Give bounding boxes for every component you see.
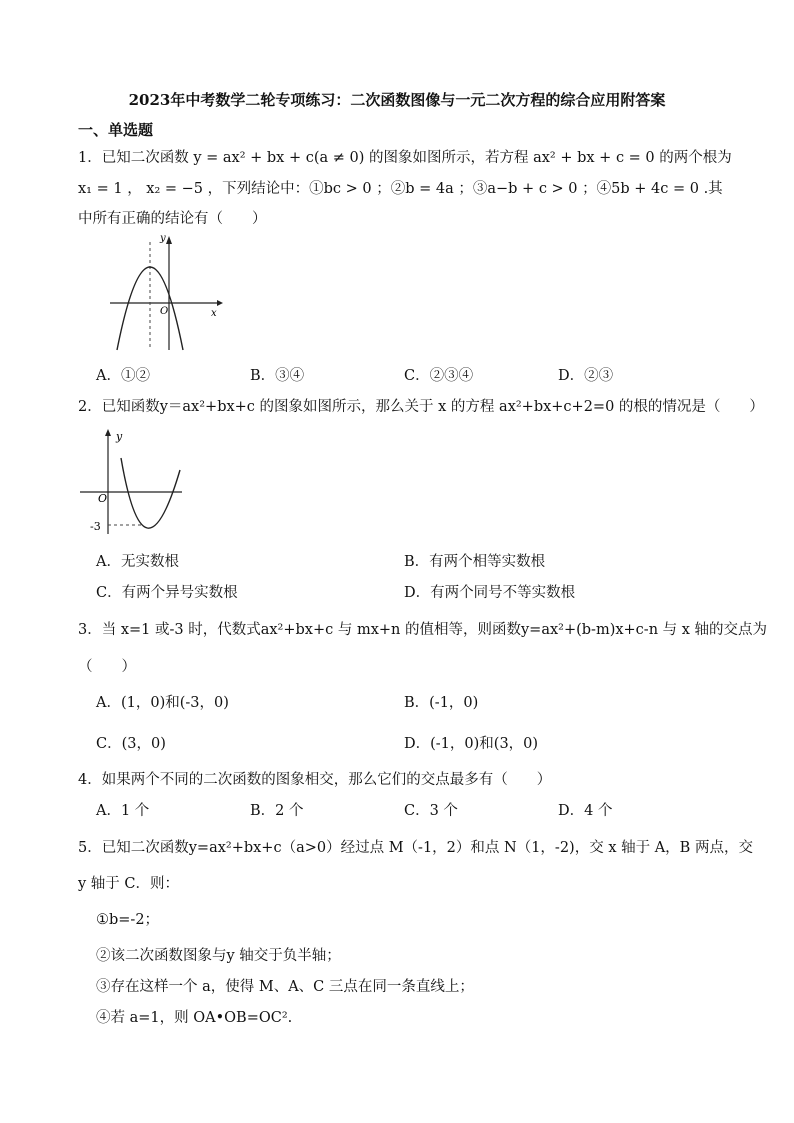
q1-stem-line-3: 中所有正确的结论有（ ） — [78, 211, 267, 227]
q2-min-label: -3 — [90, 520, 101, 533]
q2-option-d[interactable]: D．有两个同号不等实数根 — [404, 585, 576, 601]
q3-stem-line-1: 3．当 x=1 或-3 时，代数式ax²+bx+c 与 mx+n 的值相等，则函数y=ax²+(b-m)x+c-n 与 x 轴的交点为 — [78, 622, 768, 638]
q1-x-arrow — [217, 300, 223, 306]
q4-option-c[interactable]: C．3 个 — [404, 803, 458, 819]
q4-option-d[interactable]: D．4 个 — [558, 803, 613, 819]
q3-option-d[interactable]: D．(-1，0)和(3，0) — [404, 736, 539, 752]
q3-option-a[interactable]: A．(1，0)和(-3，0) — [96, 695, 229, 711]
q2-parabola-curve — [121, 458, 180, 528]
q4-stem-line-1: 4．如果两个不同的二次函数的图象相交，那么它们的交点最多有（ ） — [78, 772, 552, 788]
q1-stem-line-1: 1．已知二次函数 y = ax² + bx + c(a ≠ 0) 的图象如图所示，若方程 ax² + bx + c = 0 的两个根为 — [78, 150, 732, 166]
q2-option-a[interactable]: A．无实数根 — [96, 554, 179, 570]
q1-parabola-graph — [105, 232, 235, 354]
q2-parabola-graph — [78, 426, 188, 538]
q5-stem-line-2: y 轴于 C．则： — [78, 876, 180, 892]
q1-option-d[interactable]: D．②③ — [558, 368, 614, 384]
q2-y-label: y — [116, 430, 123, 443]
document-title: 2023年中考数学二轮专项练习：二次函数图像与一元二次方程的综合应用附答案 — [128, 91, 666, 109]
q5-stem-line-1: 5．已知二次函数y=ax²+bx+c（a>0）经过点 M（-1，2）和点 N（1，-2)，交 x 轴于 A，B 两点，交 — [78, 840, 753, 856]
section-heading: 一、单选题 — [78, 121, 154, 139]
q1-y-label: y — [160, 233, 166, 244]
q1-y-arrow — [166, 236, 172, 244]
q3-option-c[interactable]: C．(3，0) — [96, 736, 166, 752]
q2-option-c[interactable]: C．有两个异号实数根 — [96, 585, 238, 601]
q5-item-4: ④若 a=1，则 OA•OB=OC². — [96, 1010, 293, 1026]
q1-x-label: x — [211, 308, 217, 319]
q2-option-b[interactable]: B．有两个相等实数根 — [404, 554, 546, 570]
q4-option-a[interactable]: A．1 个 — [96, 803, 150, 819]
q2-y-arrow — [105, 429, 111, 436]
q1-stem-line-2: x₁ = 1 ， x₂ = −5 ，下列结论中：①bc > 0 ；②b = 4a ；③a−b + c > 0 ；④5b + 4c = 0 .其 — [78, 181, 723, 197]
q5-item-1: ①b=-2； — [96, 912, 160, 928]
q1-option-c[interactable]: C．②③④ — [404, 368, 474, 384]
q5-item-2: ②该二次函数图象与y 轴交于负半轴； — [96, 948, 341, 964]
q3-option-b[interactable]: B．(-1，0) — [404, 695, 479, 711]
q2-stem-line-1: 2．已知函数y＝ax²+bx+c 的图象如图所示，那么关于 x 的方程 ax²+bx+c+2=0 的根的情况是（ ） — [78, 399, 764, 415]
q1-origin-label: O — [160, 306, 169, 317]
q4-option-b[interactable]: B．2 个 — [250, 803, 304, 819]
q5-item-3: ③存在这样一个 a，使得 M、A、C 三点在同一条直线上； — [96, 979, 474, 995]
q1-option-a[interactable]: A．①② — [96, 368, 150, 384]
q3-stem-line-2: （ ） — [78, 659, 136, 675]
q2-origin-label: O — [98, 492, 108, 505]
q1-option-b[interactable]: B．③④ — [250, 368, 305, 384]
